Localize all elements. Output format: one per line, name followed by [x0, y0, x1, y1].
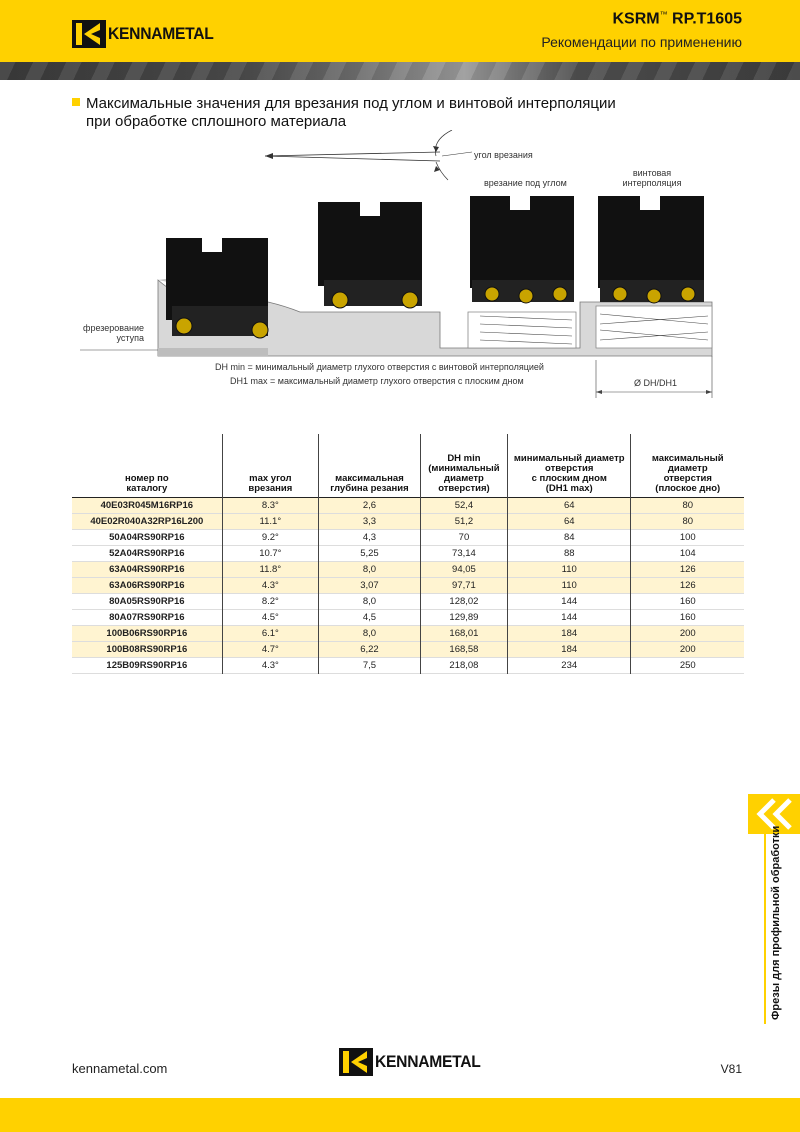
- table-cell: 100B06RS90RP16: [72, 626, 222, 642]
- label-plunge-angle: угол врезания: [474, 150, 533, 160]
- page-subtitle: Рекомендации по применению: [541, 34, 742, 50]
- col-catalog-number: номер по каталогу: [124, 473, 169, 494]
- table-cell: 80A05RS90RP16: [109, 596, 185, 607]
- side-rule: [764, 834, 766, 1024]
- footer-url[interactable]: kennametal.com: [72, 1061, 168, 1076]
- table-row: [72, 610, 744, 626]
- table-cell: 51,2: [420, 514, 507, 530]
- table-row: [72, 562, 744, 578]
- product-title: [612, 10, 742, 28]
- footer-yellow-bar: [0, 1098, 800, 1132]
- table-row: [72, 626, 744, 642]
- table-cell: 160: [631, 594, 744, 610]
- col-dh-min: DH min (минимальный диаметр отверстия): [420, 434, 507, 498]
- table-cell: 126: [631, 562, 744, 578]
- side-section-label: [770, 825, 790, 1020]
- table-cell: 128,02: [420, 594, 507, 610]
- table-cell: 184: [507, 626, 631, 642]
- table-cell: 3,07: [319, 578, 421, 594]
- table-header-row: [72, 434, 744, 498]
- table-cell: 110: [507, 578, 631, 594]
- table-cell: 80: [631, 498, 744, 514]
- table-cell: 7,5: [319, 658, 421, 674]
- table-cell: 168,01: [420, 626, 507, 642]
- cutter-ramp-1: [318, 202, 422, 308]
- table-cell: 104: [631, 546, 744, 562]
- table-cell: 8,0: [319, 626, 421, 642]
- table-cell: 4,5: [319, 610, 421, 626]
- kennametal-k-icon: [339, 1048, 373, 1076]
- table-cell: 52A04RS90RP16: [109, 548, 185, 559]
- table-cell: 2,6: [319, 498, 421, 514]
- table-row: [72, 514, 744, 530]
- table-cell: 200: [631, 626, 744, 642]
- table-cell: 4.3°: [222, 658, 318, 674]
- page-number: V81: [720, 1062, 742, 1076]
- col-max-depth: максимальная глубина резания: [319, 434, 421, 498]
- section-title: [72, 95, 632, 131]
- table-row: [72, 578, 744, 594]
- table-cell: 8,0: [319, 594, 421, 610]
- kennametal-k-icon: [72, 20, 106, 48]
- table-cell: 8.3°: [222, 498, 318, 514]
- table-cell: 126: [631, 578, 744, 594]
- table-cell: 129,89: [420, 610, 507, 626]
- table-cell: 250: [631, 658, 744, 674]
- table-cell: 11.8°: [222, 562, 318, 578]
- kennametal-logo: [72, 20, 223, 48]
- table-cell: 160: [631, 610, 744, 626]
- cutter-helical: [598, 196, 704, 303]
- ramping-parameters-table: [72, 434, 744, 674]
- table-cell: 144: [507, 610, 631, 626]
- side-section-text: Фрезы для профильной обработки: [770, 825, 782, 1020]
- footer-logo: [339, 1048, 490, 1076]
- cutter-ramp-2: [470, 196, 574, 303]
- section-title-line-2: при обработке сплошного материала: [86, 113, 347, 130]
- table-cell: 200: [631, 642, 744, 658]
- table-cell: 10.7°: [222, 546, 318, 562]
- col-dh1-max: минимальный диаметр отверстия с плоским дном (DH1 max): [507, 434, 631, 498]
- table-cell: 144: [507, 594, 631, 610]
- label-shoulder-milling: фрезерование уступа: [83, 323, 144, 343]
- ramping-diagram: [80, 130, 720, 400]
- table-cell: 70: [420, 530, 507, 546]
- footer-brand-name: KENNAMETAL: [375, 1052, 481, 1071]
- product-name: KSRM: [612, 10, 660, 28]
- table-cell: 218,08: [420, 658, 507, 674]
- table-cell: 6,22: [319, 642, 421, 658]
- table-cell: 3,3: [319, 514, 421, 530]
- table-row: [72, 642, 744, 658]
- table-row: [72, 530, 744, 546]
- table-cell: 88: [507, 546, 631, 562]
- table-cell: 97,71: [420, 578, 507, 594]
- table-cell: 8.2°: [222, 594, 318, 610]
- table-cell: 80A07RS90RP16: [109, 612, 185, 623]
- brand-name: KENNAMETAL: [108, 24, 214, 43]
- table-cell: 100B08RS90RP16: [72, 642, 222, 658]
- table-cell: 40E03R045M16RP16: [72, 498, 222, 514]
- table-cell: 80: [631, 514, 744, 530]
- table-cell: 64: [507, 498, 631, 514]
- page-header: [0, 0, 800, 62]
- table-cell: 40E02R040A32RP16L200: [72, 514, 222, 530]
- yellow-bullet-icon: [72, 98, 80, 106]
- label-diameter: Ø DH/DH1: [634, 378, 678, 388]
- table-cell: 100: [631, 530, 744, 546]
- table-cell: 4.7°: [222, 642, 318, 658]
- legend-dh1-max: DH1 max = максимальный диаметр глухого отверстия с плоским дном: [230, 376, 524, 386]
- trademark: ™: [659, 10, 668, 19]
- table-cell: 63A06RS90RP16: [72, 578, 222, 594]
- legend-dh-min: DH min = минимальный диаметр глухого отверстия с винтовой интерполяцией: [215, 362, 544, 372]
- label-helical: винтовая интерполяция: [622, 168, 682, 188]
- table-cell: 8,0: [319, 562, 421, 578]
- table-cell: 4,3: [319, 530, 421, 546]
- table-cell: 184: [507, 642, 631, 658]
- table-cell: 63A04RS90RP16: [72, 562, 222, 578]
- table-row: [72, 498, 744, 514]
- cutter-shoulder: [166, 238, 268, 338]
- table-cell: 6.1°: [222, 626, 318, 642]
- table-cell: 52,4: [420, 498, 507, 514]
- table-cell: 64: [507, 514, 631, 530]
- table-cell: 50A04RS90RP16: [109, 532, 185, 543]
- table-row: [72, 594, 744, 610]
- product-series: RP.T1605: [667, 10, 742, 28]
- section-title-line-1: Максимальные значения для врезания под углом и винтовой интерполяции: [86, 95, 616, 112]
- table-cell: 4.3°: [222, 578, 318, 594]
- col-max-ramp-angle: max угол врезания: [222, 434, 318, 498]
- table-cell: 168,58: [420, 642, 507, 658]
- table-row: [72, 546, 744, 562]
- decorative-stripe-band: [0, 62, 800, 80]
- table-cell: 84: [507, 530, 631, 546]
- table-cell: 94,05: [420, 562, 507, 578]
- table-cell: 234: [507, 658, 631, 674]
- col-max-diameter: максимальный диаметр отверстия (плоское дно): [631, 434, 744, 498]
- label-ramping: врезание под углом: [484, 178, 567, 188]
- table-cell: 73,14: [420, 546, 507, 562]
- table-row: [72, 658, 744, 674]
- table-cell: 110: [507, 562, 631, 578]
- table-cell: 4.5°: [222, 610, 318, 626]
- table-cell: 9.2°: [222, 530, 318, 546]
- table-cell: 11.1°: [222, 514, 318, 530]
- table-cell: 5,25: [319, 546, 421, 562]
- table-cell: 125B09RS90RP16: [106, 660, 188, 671]
